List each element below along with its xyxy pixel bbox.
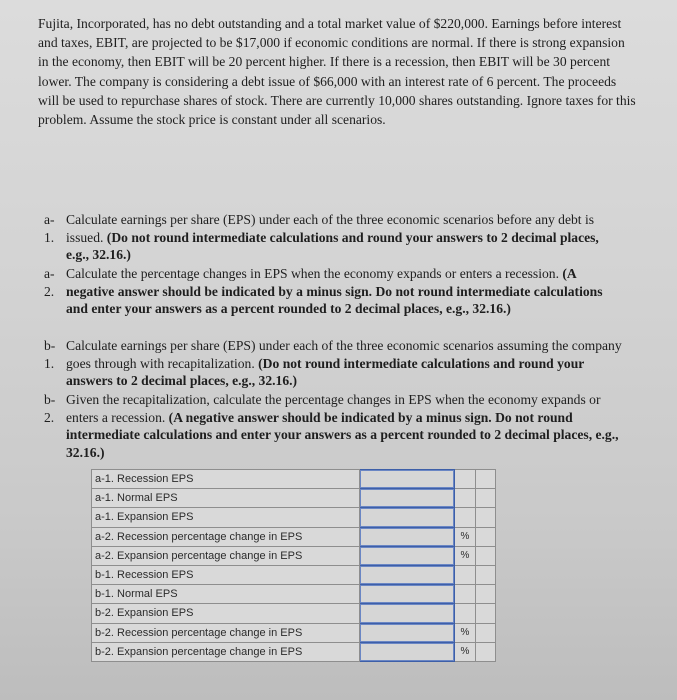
percent-sign: %: [455, 642, 476, 661]
row-label: a-1. Expansion EPS: [92, 508, 360, 527]
blank-cell: [476, 527, 496, 546]
table-row: [92, 565, 496, 584]
unit-cell: [455, 565, 476, 584]
unit-cell: [455, 470, 476, 489]
percent-sign: %: [455, 623, 476, 642]
row-label: a-2. Recession percentage change in EPS: [92, 527, 360, 546]
answer-input[interactable]: [360, 565, 455, 584]
table-row: [92, 489, 496, 508]
blank-cell: [476, 585, 496, 604]
row-label: b-2. Expansion percentage change in EPS: [92, 642, 360, 661]
answer-input[interactable]: [360, 489, 455, 508]
blank-cell: [476, 489, 496, 508]
unit-cell: [455, 604, 476, 623]
blank-cell: [476, 565, 496, 584]
question-b2: [44, 391, 624, 461]
question-label: b- 2.: [44, 392, 56, 425]
table-row: [92, 508, 496, 527]
problem-statement: Fujita, Incorporated, has no debt outstanding and a total market value of $220,000. Earnings before interest and taxes, EBIT, are projected to be $17,000 if economic conditions are normal. If there is strong expansion in the economy, then EBIT will be 20 percent higher. If there is a recession, then EBIT will be 30 percent lower. The company is considering a debt issue of $66,000 with an interest rate of 6 percent. The proceeds will be used to repurchase shares of stock. There are currently 10,000 shares outstanding. Ignore taxes for this problem. Assume the stock price is constant under all scenarios.: [38, 16, 636, 128]
blank-cell: [476, 642, 496, 661]
row-label: b-1. Normal EPS: [92, 585, 360, 604]
row-label: b-2. Recession percentage change in EPS: [92, 623, 360, 642]
question-a2: [44, 265, 624, 318]
question-b1: [44, 337, 624, 390]
answer-input[interactable]: [360, 546, 455, 565]
table-row: [92, 623, 496, 642]
row-label: b-2. Expansion EPS: [92, 604, 360, 623]
question-text: Calculate earnings per share (EPS) under each of the three economic scenarios before any debt is issued. (Do not round intermediate calculations and round your answers to 2 decimal places, e.g., 32.16.): [66, 212, 599, 263]
row-label: a-2. Expansion percentage change in EPS: [92, 546, 360, 565]
percent-sign: %: [455, 546, 476, 565]
blank-cell: [476, 546, 496, 565]
answer-table: [91, 469, 496, 662]
answer-input[interactable]: [360, 623, 455, 642]
blank-cell: [476, 508, 496, 527]
blank-cell: [476, 604, 496, 623]
question-text: Given the recapitalization, calculate the percentage changes in EPS when the economy expands or enters a recession. (A negative answer should be indicated by a minus sign. Do not round intermediate calculations and enter your answers as a percent rounded to 2 decimal places, e.g., 32.16.): [66, 392, 619, 460]
answer-input[interactable]: [360, 527, 455, 546]
table-row: [92, 527, 496, 546]
blank-cell: [476, 470, 496, 489]
answer-input[interactable]: [360, 585, 455, 604]
table-row: [92, 546, 496, 565]
table-row: [92, 604, 496, 623]
question-text: Calculate earnings per share (EPS) under each of the three economic scenarios assuming the company goes through with recapitalization. (Do not round intermediate calculations and round your answers to 2 decimal places, e.g., 32.16.): [66, 338, 622, 389]
question-text: Calculate the percentage changes in EPS when the economy expands or enters a recession. (A negative answer should be indicated by a minus sign. Do not round intermediate calculations and enter your answers as a percent rounded to 2 decimal places, e.g., 32.16.): [66, 266, 603, 317]
answer-input[interactable]: [360, 470, 455, 489]
table-row: [92, 470, 496, 489]
answer-input[interactable]: [360, 642, 455, 661]
unit-cell: [455, 508, 476, 527]
answer-input[interactable]: [360, 604, 455, 623]
question-label: a- 2.: [44, 266, 55, 299]
answer-input[interactable]: [360, 508, 455, 527]
question-label: a- 1.: [44, 212, 55, 245]
row-label: b-1. Recession EPS: [92, 565, 360, 584]
blank-cell: [476, 623, 496, 642]
question-a1: [44, 211, 624, 264]
row-label: a-1. Normal EPS: [92, 489, 360, 508]
row-label: a-1. Recession EPS: [92, 470, 360, 489]
question-label: b- 1.: [44, 338, 56, 371]
table-row: [92, 585, 496, 604]
percent-sign: %: [455, 527, 476, 546]
unit-cell: [455, 489, 476, 508]
table-row: [92, 642, 496, 661]
unit-cell: [455, 585, 476, 604]
